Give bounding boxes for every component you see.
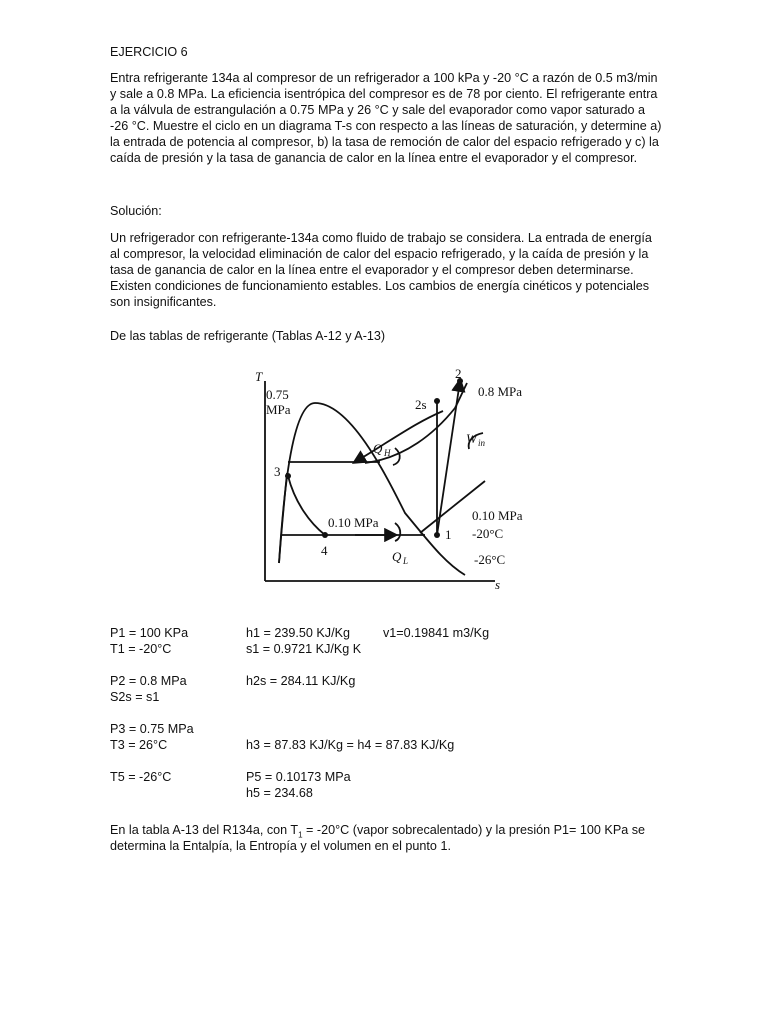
label-qh-sub: H <box>384 448 391 458</box>
value-p2: P2 = 0.8 MPa <box>110 674 187 688</box>
value-v1: v1=0.19841 m3/Kg <box>383 626 490 640</box>
value-h2s: h2s = 284.11 KJ/Kg <box>246 674 356 688</box>
label-010-mpa: 0.10 MPa <box>328 515 379 530</box>
ql-loop <box>395 523 400 541</box>
label-08-mpa: 0.8 MPa <box>478 384 523 399</box>
axis-s-label: s <box>495 577 501 592</box>
intro-paragraph: Un refrigerador con refrigerante-134a como fluido de trabajo se considera. La entrada de energía al compresor, la velocidad eliminación de calor del espacio refrigerado, y la caída de presión y la tasa de ganancia de calor en la línea entre el evaporador y el compresor deben determinarse. <box>110 231 652 277</box>
solution-label: Solución: <box>110 204 162 218</box>
point-4 <box>322 532 328 538</box>
label-t-26: -26°C <box>474 552 506 567</box>
label-ql-sub: L <box>403 556 409 566</box>
compression-actual <box>437 381 460 535</box>
axis-t-label: T <box>255 369 263 384</box>
value-h5: h5 = 234.68 <box>246 786 313 800</box>
value-p5: P5 = 0.10173 MPa <box>246 770 351 784</box>
ts-diagram <box>255 363 550 593</box>
label-point-2: 2 <box>455 366 462 381</box>
label-state1-t: -20°C <box>472 526 504 541</box>
value-t1: T1 = -20°C <box>110 642 172 656</box>
label-075-mpa-2: MPa <box>266 402 291 417</box>
assumptions-paragraph: Existen condiciones de funcionamiento estables. Los cambios de energía cinéticos y potenciales son insignificantes. <box>110 279 650 309</box>
label-qh: Q <box>373 441 383 456</box>
final-text-a: En la tabla A-13 del R134a, con T <box>110 823 299 837</box>
isobar-075 <box>279 473 287 563</box>
label-win-sub: in <box>478 438 486 448</box>
value-h3-h4: h3 = 87.83 KJ/Kg = h4 = 87.83 KJ/Kg <box>246 738 455 752</box>
value-p1: P1 = 100 KPa <box>110 626 189 640</box>
value-t5: T5 = -26°C <box>110 770 172 784</box>
final-subscript: 1 <box>298 830 303 840</box>
final-text-b: = -20°C (vapor sobrecalentado) y la presión P1= 100 KPa se determina la Entalpía, la Entropía y el volumen en el punto 1. <box>110 823 646 853</box>
label-075-mpa-1: 0.75 <box>266 387 289 402</box>
problem-statement: Entra refrigerante 134a al compresor de un refrigerador a 100 kPa y -20 °C a razón de 0.5 m3/min y sale a 0.8 MPa. La eficiencia isentrópica del compresor es de 78 por ciento. El refrigerante entra a la válvula de estrangulación a 0.75 MPa y 26 °C y sale del evaporador como vapor saturado a -26 °C. Muestre el ciclo en un diagrama T-s con respecto a las líneas de saturación, y determine a) la entrada de potencia al compresor, b) la tasa de remoción de calor del espacio refrigerado y c) la caída de presión y la tasa de ganancia de calor en la línea entre el evaporador y el compresor. <box>110 71 662 165</box>
label-point-3: 3 <box>274 464 281 479</box>
label-point-1: 1 <box>445 527 452 542</box>
label-win: W <box>466 431 477 446</box>
label-point-4: 4 <box>321 543 328 558</box>
tables-reference: De las tablas de refrigerante (Tablas A-12 y A-13) <box>110 329 386 343</box>
label-state1-p: 0.10 MPa <box>472 508 523 523</box>
final-paragraph <box>110 822 662 854</box>
exercise-heading: EJERCICIO 6 <box>110 45 188 59</box>
label-point-2s: 2s <box>415 397 427 412</box>
label-ql: Q <box>392 549 402 564</box>
point-1 <box>434 532 440 538</box>
point-3 <box>285 473 291 479</box>
solution-intro <box>110 230 662 310</box>
value-h1: h1 = 239.50 KJ/Kg <box>246 626 350 640</box>
value-t3: T3 = 26°C <box>110 738 168 752</box>
throttle-process <box>288 476 325 535</box>
point-2s <box>434 398 440 404</box>
value-s2s: S2s = s1 <box>110 690 160 704</box>
value-p3: P3 = 0.75 MPa <box>110 722 194 736</box>
value-s1: s1 = 0.9721 KJ/Kg K <box>246 642 362 656</box>
